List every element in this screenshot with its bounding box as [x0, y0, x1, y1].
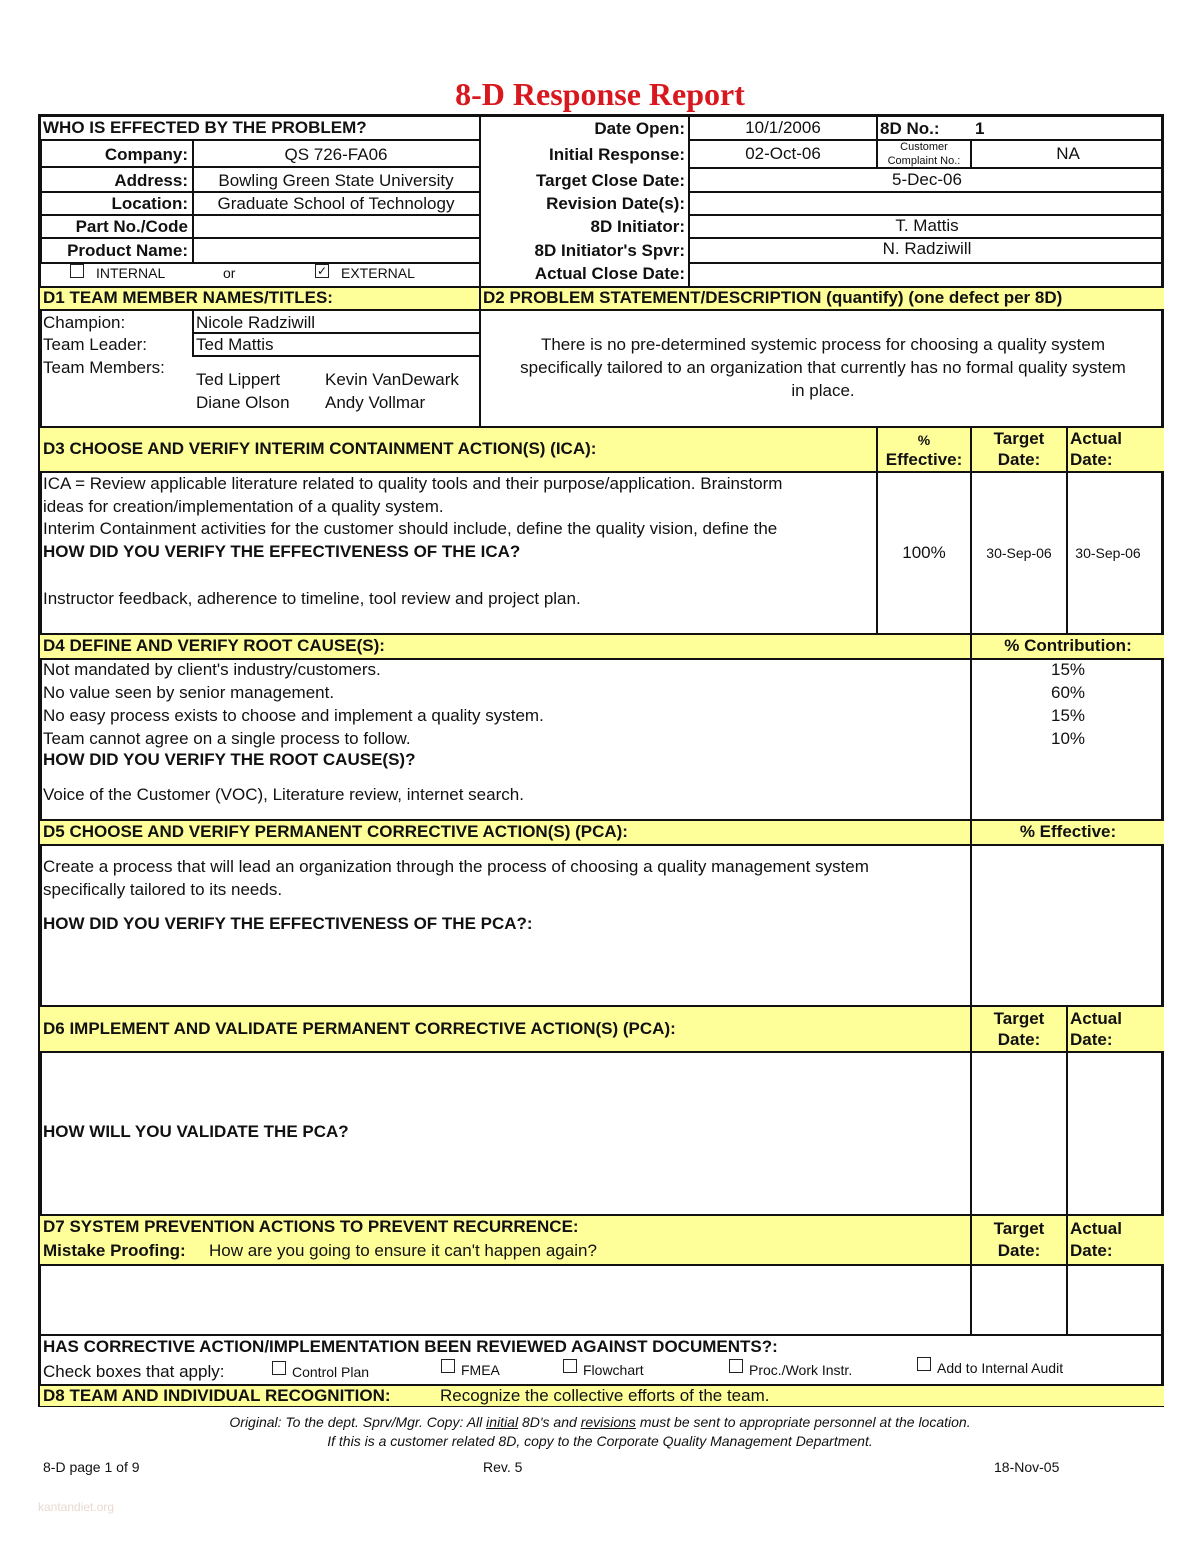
- address-label: Address:: [114, 171, 188, 190]
- root-cause: No easy process exists to choose and implement a quality system.: [43, 706, 544, 725]
- champion-value[interactable]: Nicole Radziwill: [196, 313, 316, 332]
- d4-contribution-header: % Contribution:: [1004, 636, 1132, 655]
- product-label: Product Name:: [67, 241, 188, 260]
- initiator-value[interactable]: T. Mattis: [895, 216, 959, 235]
- d3-effective-value[interactable]: 100%: [902, 543, 946, 562]
- team-member[interactable]: Ted Lippert: [196, 370, 281, 389]
- page-number: 8-D page 1 of 9: [43, 1459, 140, 1475]
- date-open-label: Date Open:: [594, 119, 685, 138]
- d5-effective-header: % Effective:: [1019, 822, 1117, 841]
- customer-complaint-value[interactable]: NA: [1056, 144, 1080, 163]
- target-close-value[interactable]: 5-Dec-06: [892, 170, 962, 189]
- internal-checkbox[interactable]: [70, 264, 84, 278]
- d6-target-header: Date:: [997, 1030, 1041, 1049]
- mistake-proofing-text: How are you going to ensure it can't happen again?: [209, 1241, 597, 1260]
- or-label: or: [223, 265, 236, 281]
- mistake-proofing-label: Mistake Proofing:: [43, 1241, 186, 1260]
- revision-number: Rev. 5: [483, 1459, 523, 1475]
- location-label: Location:: [111, 194, 188, 213]
- address-value[interactable]: Bowling Green State University: [218, 171, 454, 190]
- d6-validate-label: HOW WILL YOU VALIDATE THE PCA?: [43, 1122, 349, 1141]
- control-plan-checkbox[interactable]: [272, 1361, 286, 1375]
- d3-line: Interim Containment activities for the customer should include, define the quality vision, define the: [43, 519, 778, 538]
- d3-verify-text: Instructor feedback, adherence to timeline, tool review and project plan.: [43, 589, 581, 608]
- team-member[interactable]: Diane Olson: [196, 393, 290, 412]
- d6-actual-header: Actual: [1070, 1009, 1122, 1028]
- leader-value[interactable]: Ted Mattis: [196, 335, 274, 354]
- review-heading: HAS CORRECTIVE ACTION/IMPLEMENTATION BEEN REVIEWED AGAINST DOCUMENTS?:: [43, 1337, 778, 1356]
- d3-heading: D3 CHOOSE AND VERIFY INTERIM CONTAINMENT ACTION(S) (ICA):: [43, 439, 597, 458]
- members-label: Team Members:: [43, 358, 165, 377]
- footer-note-2: If this is a customer related 8D, copy to the Corporate Quality Management Department.: [327, 1433, 873, 1449]
- d6-heading: D6 IMPLEMENT AND VALIDATE PERMANENT CORRECTIVE ACTION(S) (PCA):: [43, 1019, 676, 1038]
- watermark: kantandiet.org: [38, 1500, 115, 1514]
- external-label: EXTERNAL: [341, 265, 415, 281]
- d7-actual-header: Actual: [1070, 1219, 1122, 1238]
- report-title: 8-D Response Report: [455, 76, 745, 112]
- initiator-label: 8D Initiator:: [590, 217, 685, 236]
- location-value[interactable]: Graduate School of Technology: [217, 194, 455, 213]
- proc-work-instr-label: Proc./Work Instr.: [749, 1362, 853, 1378]
- team-member[interactable]: Kevin VanDewark: [325, 370, 459, 389]
- d3-verify-label: HOW DID YOU VERIFY THE EFFECTIVENESS OF THE ICA?: [43, 542, 521, 561]
- date-open-value[interactable]: 10/1/2006: [745, 118, 821, 137]
- d4-heading: D4 DEFINE AND VERIFY ROOT CAUSE(S):: [43, 636, 385, 655]
- footer-note-1: Original: To the dept. Sprv/Mgr. Copy: All initial 8D's and revisions must be sent to appropriate personnel at the location.: [229, 1414, 971, 1430]
- initial-response-value[interactable]: 02-Oct-06: [745, 144, 821, 163]
- flowchart-checkbox[interactable]: [563, 1359, 577, 1373]
- spvr-label: 8D Initiator's Spvr:: [534, 241, 685, 260]
- team-member[interactable]: Andy Vollmar: [325, 393, 426, 412]
- d5-line: Create a process that will lead an organization through the process of choosing a quality management system: [43, 857, 869, 876]
- root-cause: No value seen by senior management.: [43, 683, 335, 702]
- root-cause: Team cannot agree on a single process to follow.: [43, 729, 411, 748]
- d3-effective-header: %: [917, 432, 931, 448]
- proc-work-instr-checkbox[interactable]: [729, 1359, 743, 1373]
- d3-target-header: Target: [993, 429, 1045, 448]
- 8d-no-label: 8D No.:: [880, 119, 940, 138]
- root-cause-pct[interactable]: 15%: [1050, 706, 1086, 725]
- d3-actual-value[interactable]: 30-Sep-06: [1075, 545, 1141, 561]
- company-value[interactable]: QS 726-FA06: [284, 145, 388, 164]
- external-checkbox[interactable]: [315, 264, 329, 278]
- d3-effective-header: Effective:: [885, 450, 963, 469]
- d3-actual-header: Actual: [1070, 429, 1122, 448]
- target-close-label: Target Close Date:: [536, 171, 685, 190]
- customer-complaint-label-2: Complaint No.:: [887, 155, 961, 167]
- check-icon: ✓: [316, 264, 328, 278]
- d1-heading: D1 TEAM MEMBER NAMES/TITLES:: [43, 288, 333, 307]
- root-cause: Not mandated by client's industry/customers.: [43, 660, 381, 679]
- internal-audit-checkbox[interactable]: [917, 1357, 931, 1371]
- d4-verify-label: HOW DID YOU VERIFY THE ROOT CAUSE(S)?: [43, 750, 416, 769]
- d6-actual-header: Date:: [1070, 1030, 1113, 1049]
- initial-response-label: Initial Response:: [548, 145, 685, 164]
- d2-line: There is no pre-determined systemic process for choosing a quality system: [540, 335, 1106, 354]
- d7-target-header: Target: [993, 1219, 1045, 1238]
- d8-text: Recognize the collective efforts of the team.: [440, 1386, 770, 1405]
- d3-target-value[interactable]: 30-Sep-06: [986, 545, 1052, 561]
- revision-label: Revision Date(s):: [546, 194, 685, 213]
- spvr-value[interactable]: N. Radziwill: [882, 239, 972, 258]
- d8-heading: D8 TEAM AND INDIVIDUAL RECOGNITION:: [43, 1386, 391, 1405]
- part-label: Part No./Code: [75, 217, 188, 236]
- d7-heading: D7 SYSTEM PREVENTION ACTIONS TO PREVENT RECURRENCE:: [43, 1217, 579, 1236]
- d3-line: ideas for creation/implementation of a quality system.: [43, 497, 444, 516]
- footer-date: 18-Nov-05: [994, 1459, 1060, 1475]
- d3-target-header: Date:: [997, 450, 1041, 469]
- d7-actual-header: Date:: [1070, 1241, 1113, 1260]
- d2-line: in place.: [791, 381, 855, 400]
- champion-label: Champion:: [43, 313, 126, 332]
- d7-target-header: Date:: [997, 1241, 1041, 1260]
- flowchart-label: Flowchart: [583, 1362, 644, 1378]
- d6-target-header: Target: [993, 1009, 1045, 1028]
- 8d-no-value[interactable]: 1: [975, 119, 985, 138]
- d2-line: specifically tailored to an organization that currently has no formal quality system: [520, 358, 1126, 377]
- control-plan-label: Control Plan: [292, 1364, 370, 1380]
- leader-label: Team Leader:: [43, 335, 147, 354]
- d5-heading: D5 CHOOSE AND VERIFY PERMANENT CORRECTIVE ACTION(S) (PCA):: [43, 822, 628, 841]
- root-cause-pct[interactable]: 15%: [1050, 660, 1086, 679]
- company-label: Company:: [104, 145, 188, 164]
- d2-heading: D2 PROBLEM STATEMENT/DESCRIPTION (quantify) (one defect per 8D): [483, 288, 1063, 307]
- actual-close-label: Actual Close Date:: [534, 264, 685, 283]
- d5-verify-label: HOW DID YOU VERIFY THE EFFECTIVENESS OF THE PCA?:: [43, 914, 533, 933]
- customer-complaint-label-1: Customer: [900, 141, 948, 153]
- d3-line: ICA = Review applicable literature related to quality tools and their purpose/application. Brainstorm: [43, 474, 783, 493]
- d3-actual-header: Date:: [1070, 450, 1113, 469]
- fmea-label: FMEA: [461, 1362, 500, 1378]
- root-cause-pct[interactable]: 10%: [1050, 729, 1086, 748]
- d5-line: specifically tailored to its needs.: [43, 880, 283, 899]
- check-boxes-label: Check boxes that apply:: [43, 1362, 225, 1381]
- internal-label: INTERNAL: [96, 265, 166, 281]
- fmea-checkbox[interactable]: [441, 1359, 455, 1373]
- root-cause-pct[interactable]: 60%: [1050, 683, 1086, 702]
- internal-audit-label: Add to Internal Audit: [937, 1360, 1064, 1376]
- d4-verify-text: Voice of the Customer (VOC), Literature review, internet search.: [43, 785, 524, 804]
- who-label: WHO IS EFFECTED BY THE PROBLEM?: [43, 118, 367, 137]
